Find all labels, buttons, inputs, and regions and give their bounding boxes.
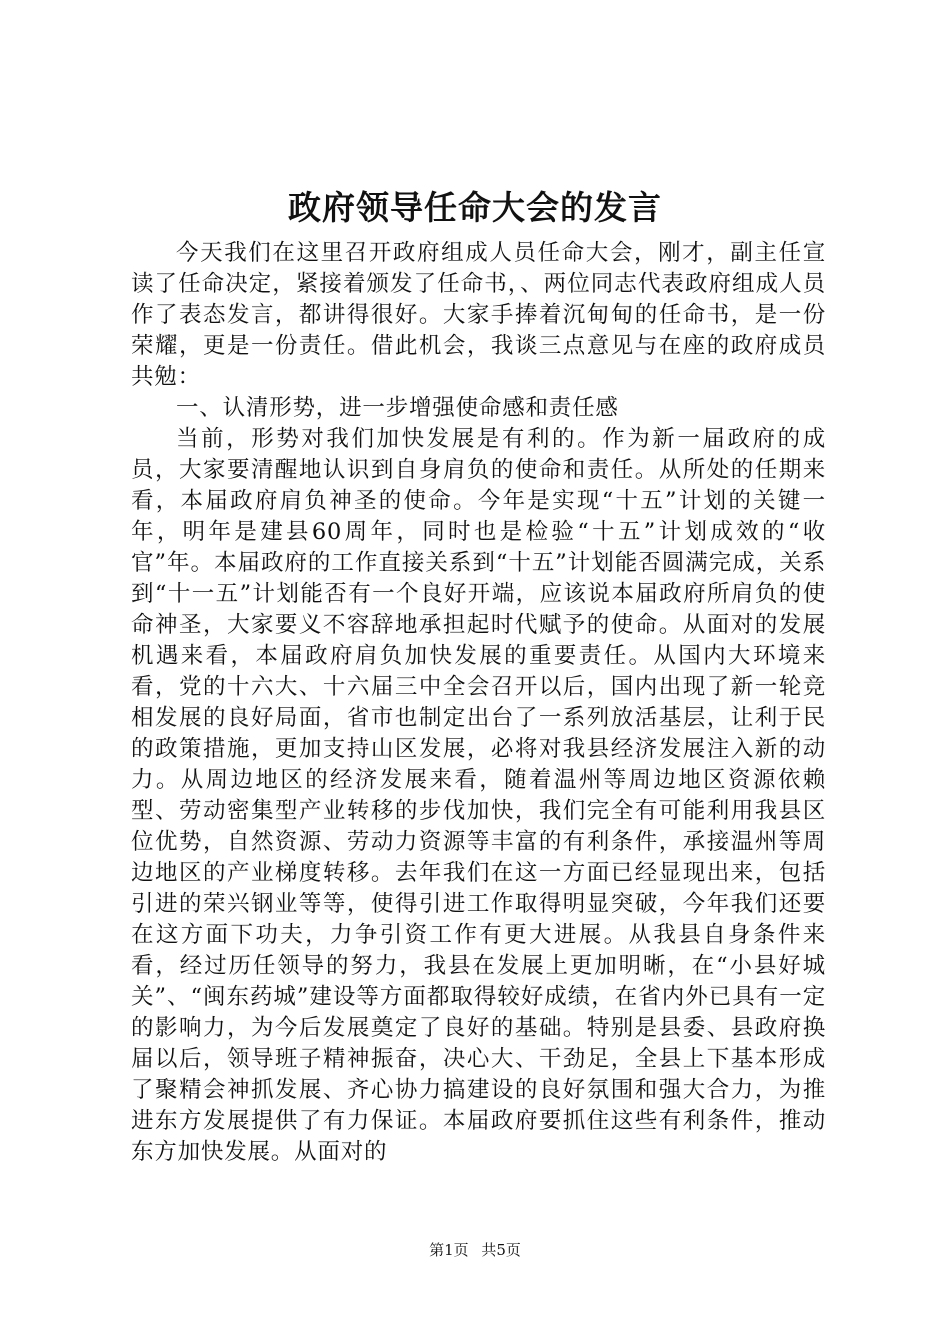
document-title: 政府领导任命大会的发言 [288, 188, 662, 227]
document-body [131, 238, 826, 1168]
page-number-total: 共5页 [481, 1241, 521, 1259]
page-number-current: 第1页 [429, 1241, 469, 1259]
page-footer [0, 1240, 950, 1260]
paragraph-situation: 当前，形势对我们加快发展是有利的。作为新一届政府的成员，大家要清醒地认识到自身肩负的使命和责任。从所处的任期来看，本届政府肩负神圣的使命。今年是实现“十五”计划的关键一年，明年是建县60周年，同时也是检验“十五”计划成效的“收官”年。本届政府的工作直接关系到“十五”计划能否圆满完成，关系到“十一五”计划能否有一个良好开端，应该说本届政府所肩负的使命神圣，大家要义不容辞地承担起时代赋予的使命。从面对的发展机遇来看，本届政府肩负加快发展的重要责任。从国内大环境来看，党的十六大、十六届三中全会召开以后，国内出现了新一轮竞相发展的良好局面，省市也制定出台了一系列放活基层，让利于民的政策措施，更加支持山区发展，必将对我县经济发展注入新的动力。从周边地区的经济发展来看，随着温州等周边地区资源依赖型、劳动密集型产业转移的步伐加快，我们完全有可能利用我县区位优势，自然资源、劳动力资源等丰富的有利条件，承接温州等周边地区的产业梯度转移。去年我们在这一方面已经显现出来，包括引进的荣兴钢业等等，使得引进工作取得明显突破，今年我们还要在这方面下功夫，力争引资工作有更大进展。从我县自身条件来看，经过历任领导的努力，我县在发展上更加明晰，在“小县好城关”、“闽东药城”建设等方面都取得较好成绩，在省内外已具有一定的影响力，为今后发展奠定了良好的基础。特别是县委、县政府换届以后，领导班子精神振奋，决心大、干劲足，全县上下基本形成了聚精会神抓发展、齐心协力搞建设的良好氛围和强大合力，为推进东方发展提供了有力保证。本届政府要抓住这些有利条件，推动东方加快发展。从面对的 [131, 426, 826, 1165]
paragraph-intro: 今天我们在这里召开政府组成人员任命大会，刚才，副主任宣读了任命决定，紧接着颁发了任命书，、两位同志代表政府组成人员作了表态发言，都讲得很好。大家手捧着沉甸甸的任命书，是一份荣耀，更是一份责任。借此机会，我谈三点意见与在座的政府成员共勉： [131, 240, 826, 390]
section-heading-1: 一、认清形势，进一步增强使命感和责任感 [176, 395, 619, 421]
